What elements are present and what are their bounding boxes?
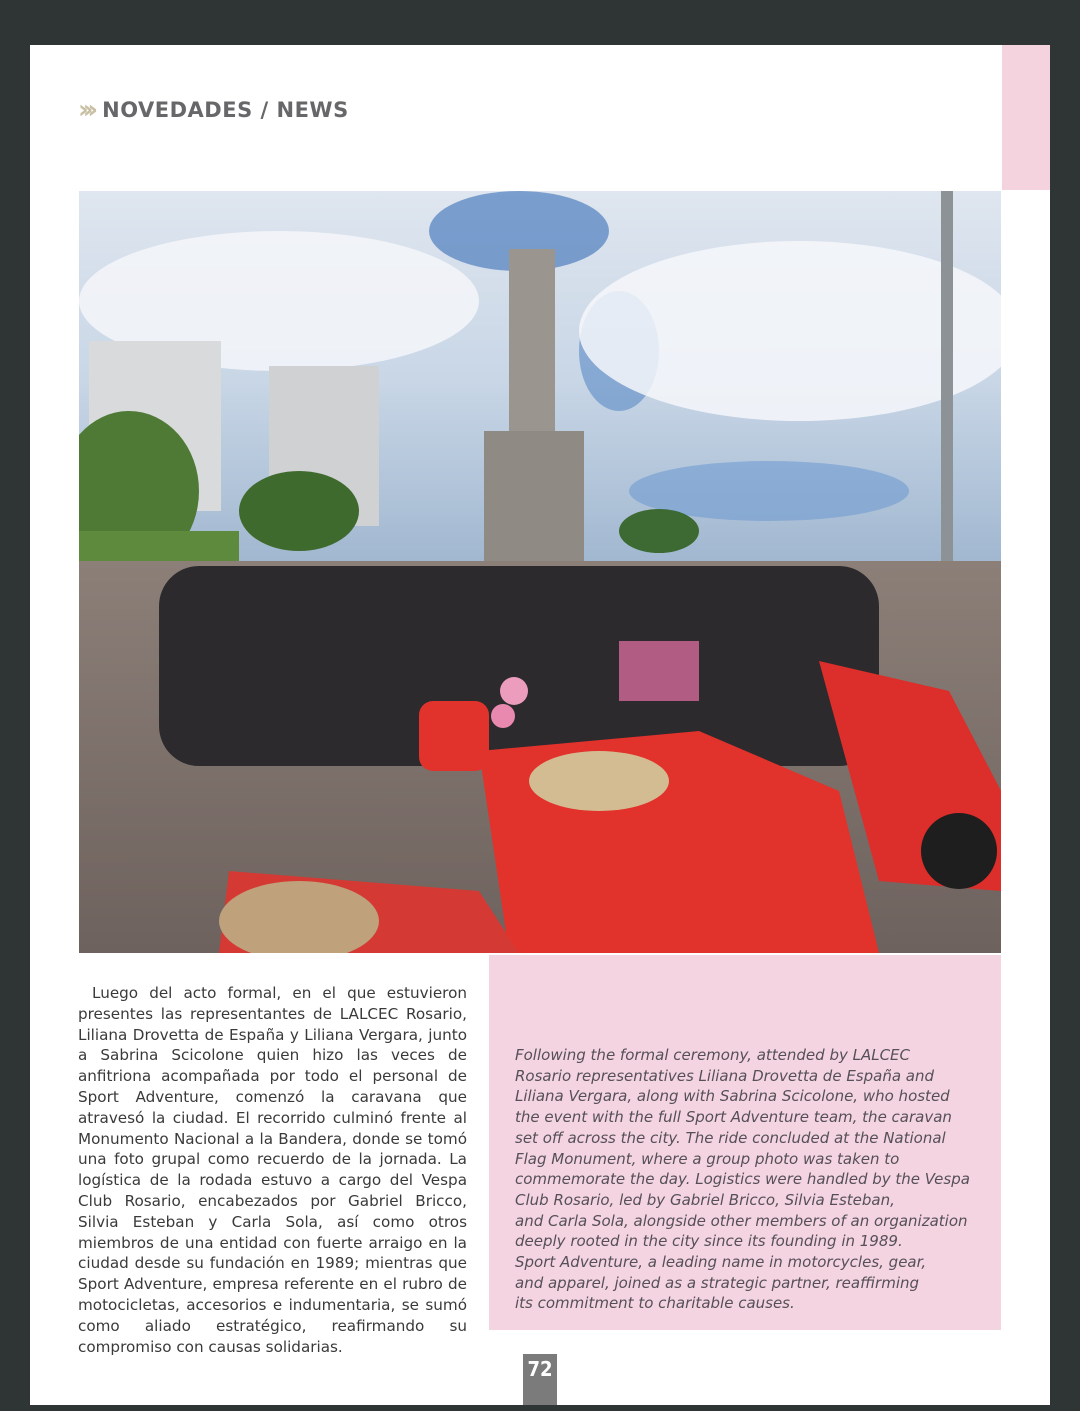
english-line: and Carla Sola, alongside other members of an organization bbox=[515, 1211, 968, 1230]
tree-middle bbox=[239, 471, 359, 551]
cloud bbox=[579, 241, 1001, 421]
photo-illustration bbox=[79, 191, 1001, 953]
tree-right bbox=[619, 509, 699, 553]
english-line: Flag Monument, where a group photo was taken to bbox=[515, 1149, 900, 1168]
spanish-paragraph: Luego del acto formal, en el que estuvieron presentes las representantes de LALCEC Rosario, Liliana Drovetta de España y Liliana Vergara, junto a Sabrina Scicolone quien hizo las veces de anfitriona acompañada por todo el personal de Sport Adventure, comenzó la caravana que atravesó la ciudad. El recorrido culminó frente al Monumento Nacional a la Bandera, donde se tomó una foto grupal como recuerdo de la jornada. La logística de la rodada estuvo a cargo del Vespa Club Rosario, encabezados por Gabriel Bricco, Silvia Esteban y Carla Sola, así como otros miembros de una entidad con fuerte arraigo en la ciudad desde su fundación en 1989; mientras que Sport Adventure, empresa referente en el rubro de motocicletas, accesorios e indumentaria, se sumó como aliado estratégico, reafirmando su compromiso con causas solidarias. bbox=[78, 984, 467, 1356]
magazine-page bbox=[30, 45, 1050, 1405]
english-line: deeply rooted in the city since its founding in 1989. bbox=[515, 1232, 903, 1251]
double-chevron-right-icon: ››› bbox=[78, 95, 93, 125]
english-line: Club Rosario, led by Gabriel Bricco, Silvia Esteban, bbox=[515, 1190, 895, 1209]
english-line: its commitment to charitable causes. bbox=[515, 1294, 795, 1313]
english-article-text bbox=[515, 1045, 985, 1314]
english-line: the event with the full Sport Adventure team, the caravan bbox=[515, 1108, 952, 1127]
pink-corner-tab bbox=[1002, 45, 1050, 190]
english-line: and apparel, joined as a strategic partner, reaffirming bbox=[515, 1273, 920, 1292]
english-line: commemorate the day. Logistics were handled by the Vespa bbox=[515, 1170, 970, 1189]
flag-pole bbox=[941, 191, 953, 566]
english-line: Liliana Vergara, along with Sabrina Scicolone, who hosted bbox=[515, 1087, 950, 1106]
pink-balloon bbox=[500, 677, 528, 705]
vespa-seat bbox=[529, 751, 669, 811]
page-number: 72 bbox=[523, 1354, 557, 1405]
english-line: Rosario representatives Liliana Drovetta de España and bbox=[515, 1066, 935, 1085]
spanish-article-text bbox=[78, 983, 467, 1357]
crowd-pink bbox=[619, 641, 699, 701]
section-title: NOVEDADES / NEWS bbox=[102, 98, 349, 122]
english-translation-box bbox=[489, 955, 1001, 1330]
monument-base bbox=[484, 431, 584, 561]
english-line: Following the formal ceremony, attended by LALCEC bbox=[515, 1046, 911, 1064]
vespa-wheel bbox=[921, 813, 997, 889]
english-line: set off across the city. The ride concluded at the National bbox=[515, 1128, 946, 1147]
pink-balloon bbox=[491, 704, 515, 728]
mini-vespa bbox=[419, 701, 489, 771]
group-photo bbox=[79, 191, 1001, 953]
english-line: Sport Adventure, a leading name in motorcycles, gear, bbox=[515, 1253, 927, 1272]
section-header bbox=[78, 95, 349, 125]
crowd bbox=[159, 566, 879, 766]
